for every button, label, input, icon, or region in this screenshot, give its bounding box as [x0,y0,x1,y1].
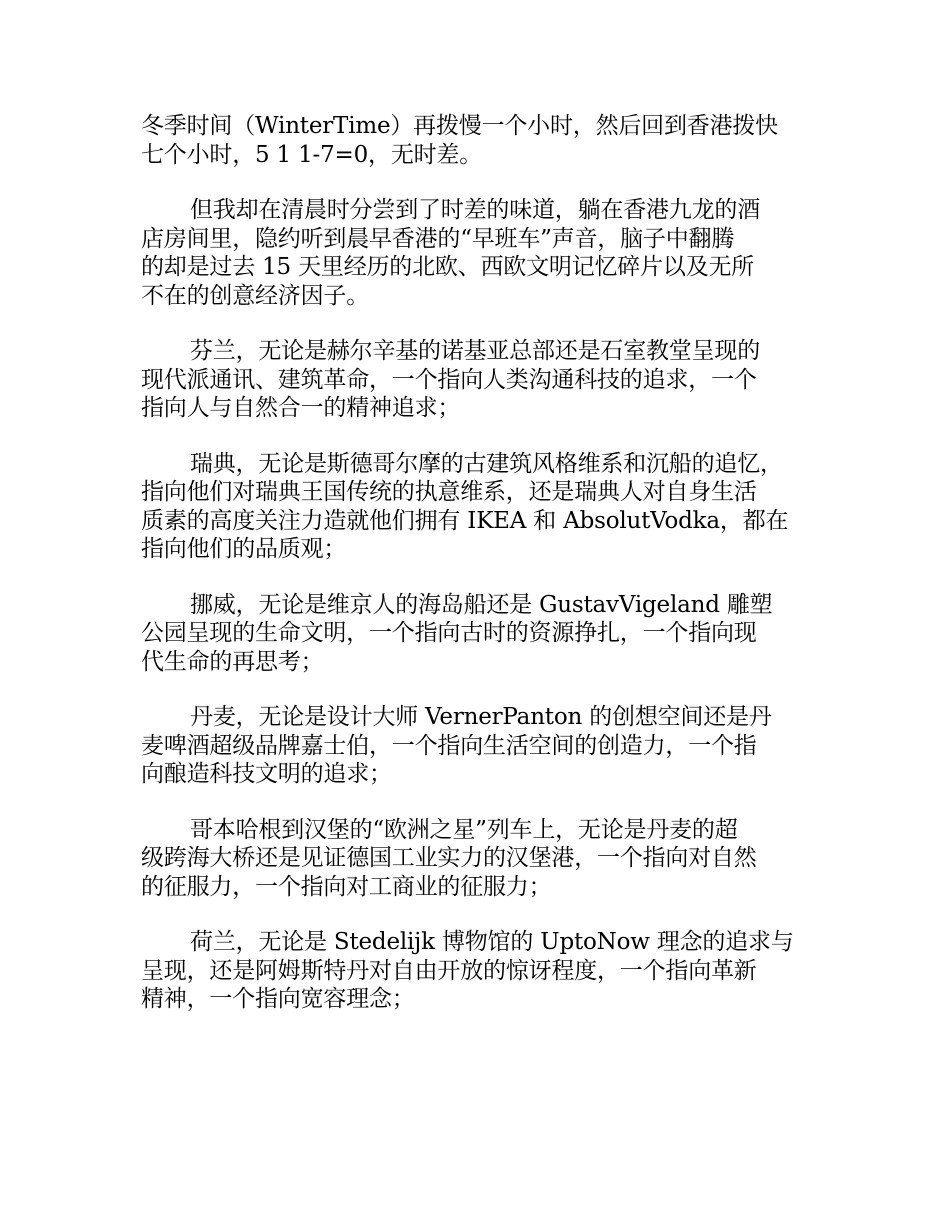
text-line: 的征服力，一个指向对工商业的征服力； [141,873,552,900]
text-line: 精神，一个指向宽容理念； [141,986,415,1012]
text-line: 芬兰，无论是赫尔辛基的诺基亚总部还是石室教堂呈现的 [190,338,761,364]
document-page [141,112,821,1041]
text-line: 但我却在清晨时分尝到了时差的味道，躺在香港九龙的酒 [190,197,761,223]
paragraph-sweden [141,450,821,564]
text-line: 指向他们的品质观； [141,536,347,562]
text-line: 质素的高度关注力造就他们拥有 IKEA 和 AbsolutVodka，都在 [141,507,789,534]
text-line: 级跨海大桥还是见证德国工业实力的汉堡港，一个指向对自然 [141,845,757,871]
text-line: 挪威，无论是维京人的海岛船还是 GustavVigeland 雕塑 [190,591,773,618]
text-line: 店房间里，隐约听到晨早香港的“早班车”声音，脑子中翻腾 [141,225,735,252]
paragraph-jet-lag [141,196,821,310]
paragraph-winter-time [141,112,821,169]
text-line: 向酿造科技文明的追求； [141,761,392,787]
text-line: 荷兰，无论是 Stedelijk 博物馆的 UptoNow 理念的追求与 [190,929,794,955]
text-line: 指向他们对瑞典王国传统的执意维系，还是瑞典人对自身生活 [141,479,757,505]
paragraph-copenhagen-hamburg [141,816,821,902]
text-line: 七个小时，5 1 1-7=0，无时差。 [141,141,483,168]
text-line: 公园呈现的生命文明，一个指向古时的资源挣扎，一个指向现 [141,620,757,646]
text-line: 麦啤酒超级品牌嘉士伯，一个指向生活空间的创造力，一个指 [141,732,757,759]
text-line: 现代派通讯、建筑革命，一个指向人类沟通科技的追求，一个 [141,366,757,393]
text-line: 不在的创意经济因子。 [141,282,370,309]
text-line: 指向人与自然合一的精神追求； [141,395,461,421]
paragraph-denmark [141,703,821,789]
text-line: 冬季时间（WinterTime）再拨慢一个小时，然后回到香港拨快 [141,113,778,139]
paragraph-norway [141,591,821,677]
text-line: 丹麦，无论是设计大师 VernerPanton 的创想空间还是丹 [190,704,772,730]
paragraph-netherlands [141,928,821,1014]
text-line: 的却是过去 15 天里经历的北欧、西欧文明记忆碎片以及无所 [141,254,755,280]
text-line: 哥本哈根到汉堡的“欧洲之星”列车上，无论是丹麦的超 [190,816,738,843]
paragraph-finland [141,337,821,423]
text-line: 代生命的再思考； [141,648,324,675]
text-line: 呈现，还是阿姆斯特丹对自由开放的惊讶程度，一个指向革新 [141,957,757,984]
text-line: 瑞典，无论是斯德哥尔摩的古建筑风格维系和沉船的追忆， [190,450,783,477]
